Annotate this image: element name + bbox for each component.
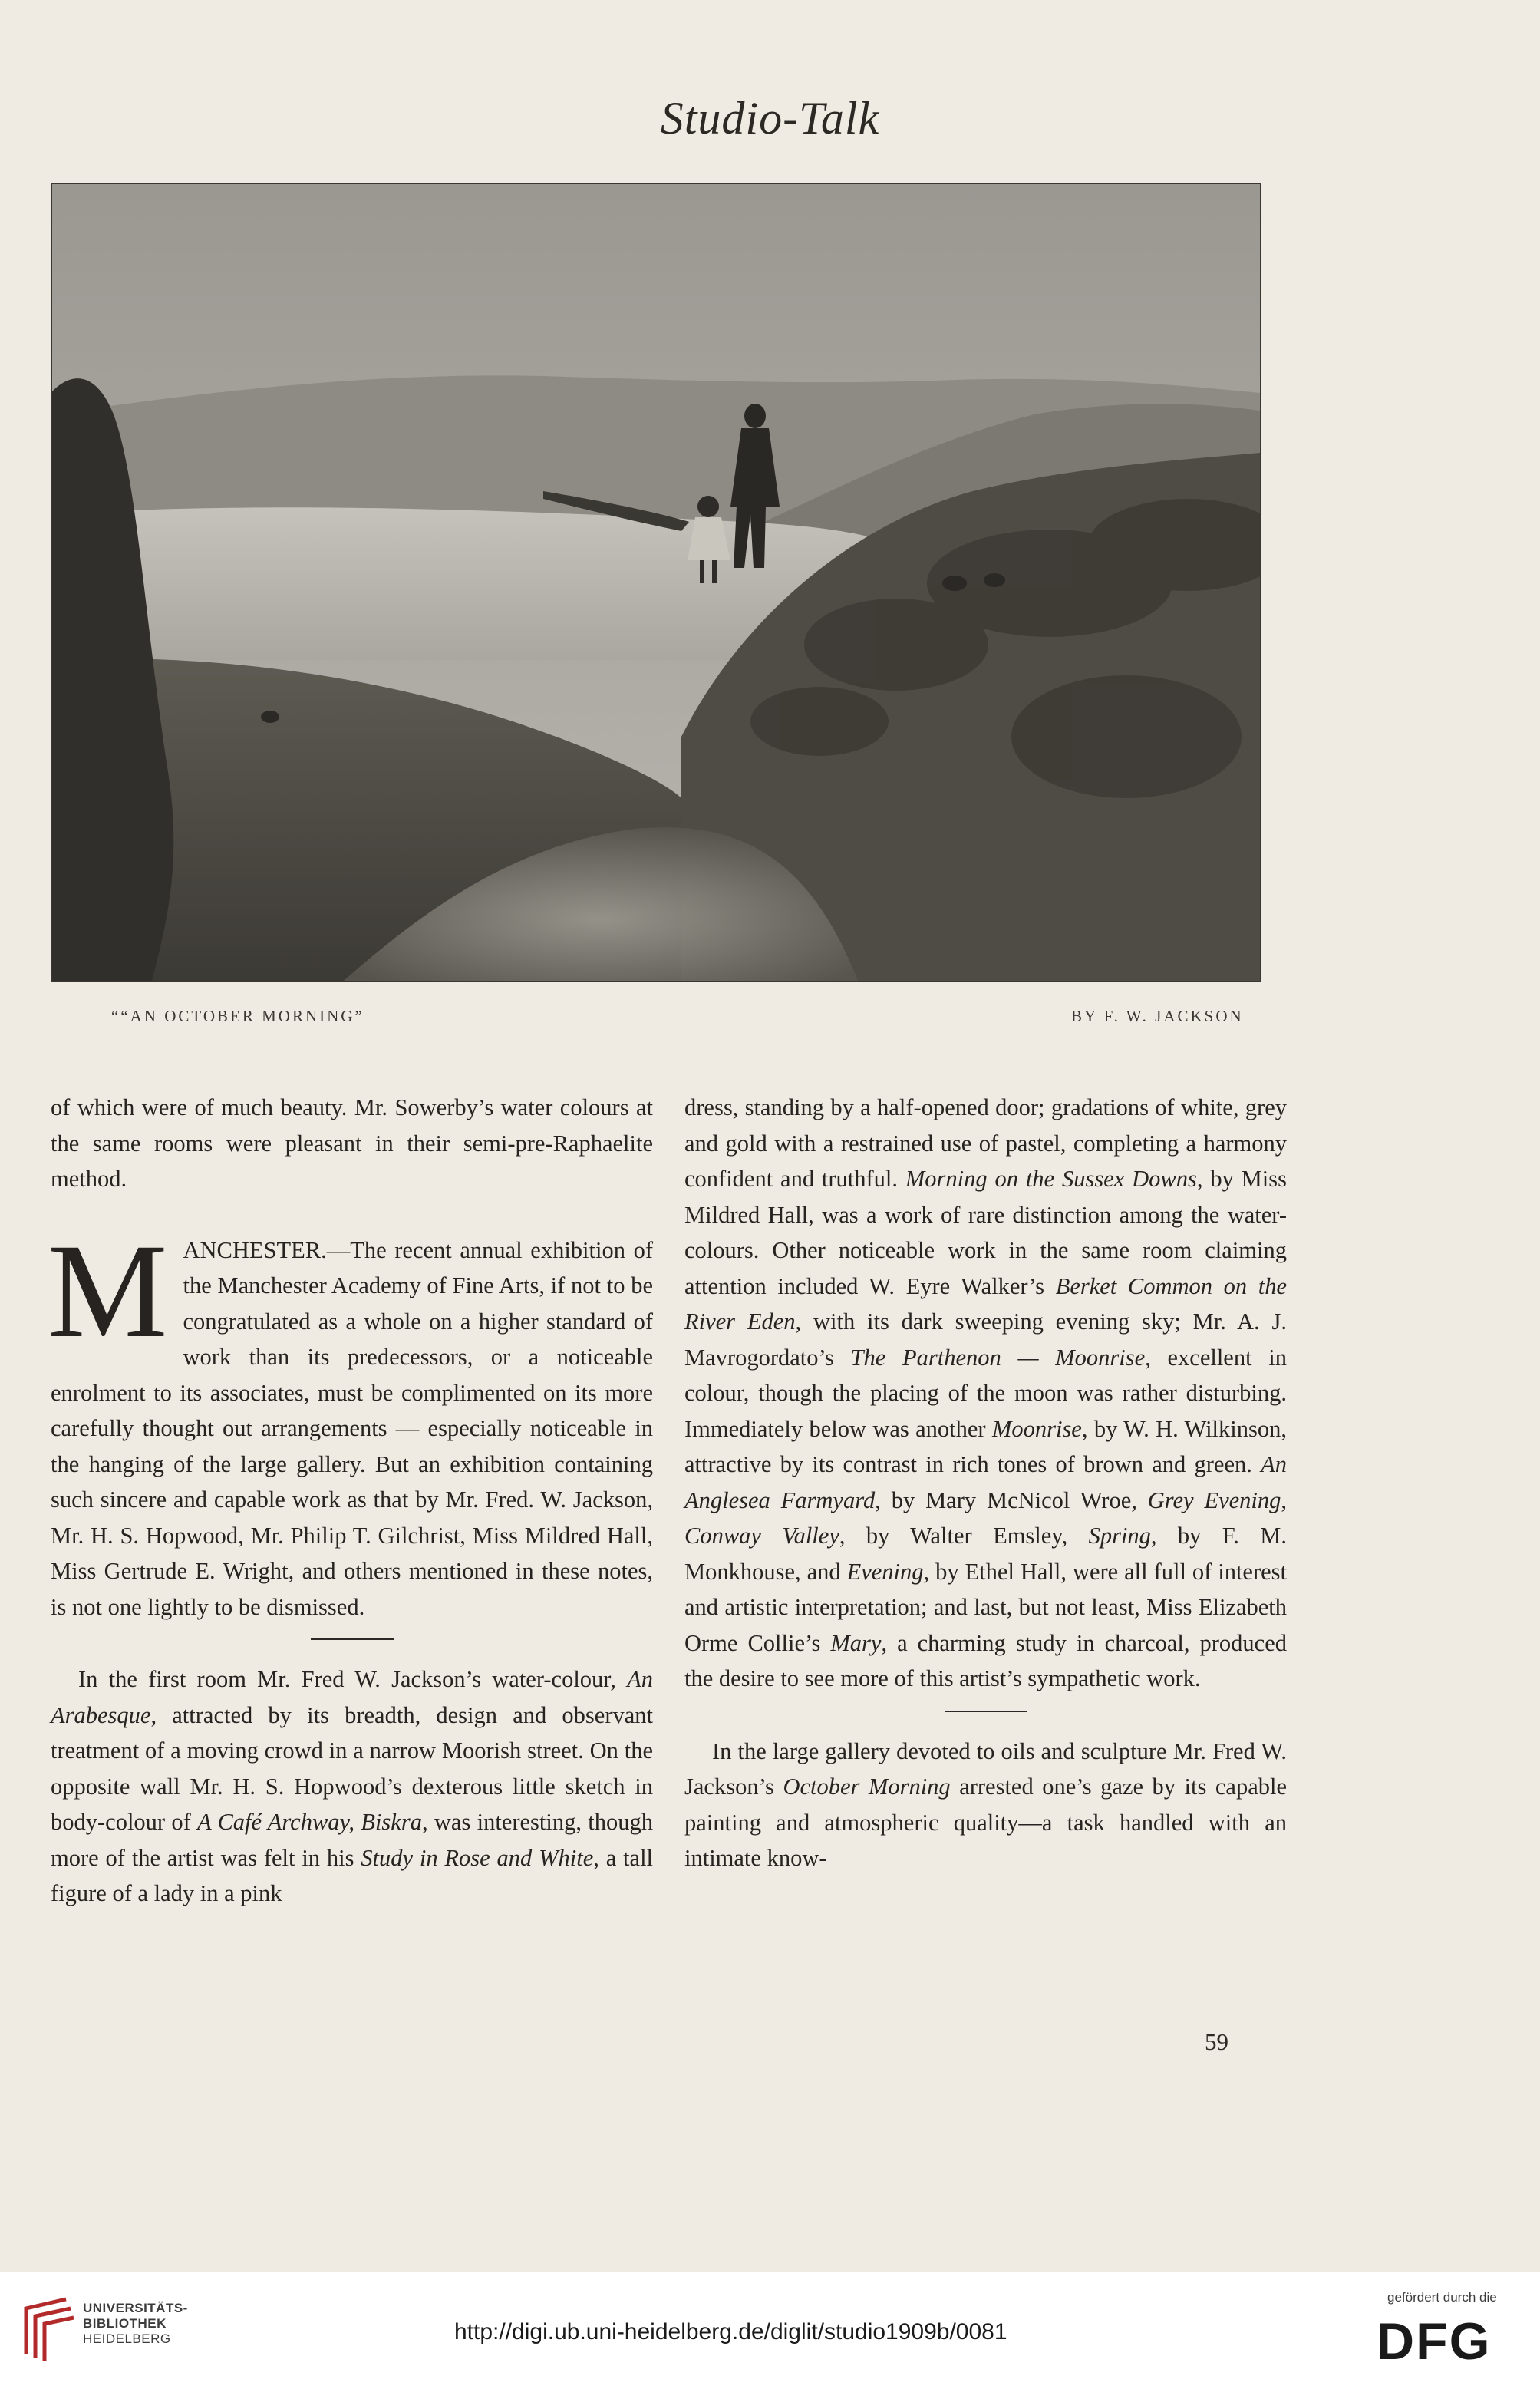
artwork-title: Spring xyxy=(1088,1523,1151,1549)
paragraph: dress, standing by a half-opened door; gradations of white, grey and gold with a restrained use of pastel, completing a harmony confident and truthful. Morning on the Sussex Downs, by Miss Mildred Hall, was a work of rare distinction among the water-colours. Other noticeable work in the same room claiming attention included W. Eyre Walker’s Berket Common on the River Eden, with its dark sweeping evening sky; Mr. A. J. Mavrogordato’s The Parthenon — Moonrise, excellent in colour, though the placing of the moon was rather disturbing. Immediately below was another Moonrise, by W. H. Wilkinson, attractive by its contrast in rich tones of brown and green. An Anglesea Farmyard, by Mary McNicol Wroe, Grey Evening, Conway Valley, by Walter Emsley, Spring, by F. M. Monkhouse, and Evening, by Ethel Hall, were all full of interest and artistic interpretation; and last, but not least, Miss Elizabeth Orme Collie’s Mary, a charming study in charcoal, produced the desire to see more of this artist’s sympathetic work. xyxy=(684,1094,1288,1691)
dfg-logo-icon xyxy=(1373,2311,1519,2371)
artwork-title: Morning on the Sussex Downs xyxy=(905,1166,1197,1192)
artwork-title: Evening xyxy=(846,1558,924,1585)
plate-caption-title: ““AN OCTOBER MORNING” xyxy=(111,1007,364,1025)
source-url-link[interactable]: http://digi.ub.uni-heidelberg.de/diglit/studio1909b/0081 xyxy=(454,2319,1007,2344)
paragraph: of which were of much beauty. Mr. Sowerby’s water colours at the same rooms were pleasant in their semi-pre-Raphaelite method. xyxy=(51,1094,653,1192)
artwork-title: Moonrise xyxy=(991,1415,1082,1442)
drop-cap: M xyxy=(48,1216,168,1366)
plate-caption-artist: BY F. W. JACKSON xyxy=(1071,1007,1244,1025)
running-header: Studio-Talk xyxy=(660,93,880,144)
text-column-right xyxy=(684,1090,1287,1876)
svg-text:DFG: DFG xyxy=(1377,2312,1492,2367)
paragraph-manchester: MANCHESTER.—The recent annual exhibition of the Manchester Academy of Fine Arts, if not to be congratulated as a whole on a higher standard of work than its predecessors, or a noticeable enrolment to its associates, must be complimented on its more carefully thought out arrangements — especially noticeable in the hanging of the large gallery. But an exhibition containing such sincere and capable work as that by Mr. Fred. W. Jackson, Mr. H. S. Hopwood, Mr. Philip T. Gilchrist, Miss Mildred Hall, Miss Gertrude E. Wright, and others mentioned in these notes, is not one lightly to be dismissed. xyxy=(48,1216,653,1620)
paragraph: In the first room Mr. Fred W. Jackson’s water-colour, An Arabesque, attracted by its breadth, design and observant treatment of a moving crowd in a narrow Moorish street. On the opposite wall Mr. H. S. Hopwood’s dexterous little sketch in body-colour of A Café Archway, Biskra, was interesting, though more of the artist was felt in his Study in Rose and White, a tall figure of a lady in a pink xyxy=(51,1666,654,1906)
artwork-title: Conway Valley xyxy=(684,1523,839,1549)
artwork-title: An Anglesea Farmyard xyxy=(684,1451,1287,1513)
library-name: UNIVERSITÄTS- BIBLIOTHEK HEIDELBERG xyxy=(83,2301,188,2346)
paragraph: In the large gallery devoted to oils and sculpture Mr. Fred W. Jackson’s October Morning arrested one’s gaze by its capable painting and atmospheric quality—a task handled with an intimate know- xyxy=(684,1737,1288,1871)
university-library-logo-icon xyxy=(20,2293,78,2368)
artwork-title: The Parthenon — Moonrise xyxy=(850,1344,1146,1371)
funder-label: gefördert durch die xyxy=(1387,2290,1497,2305)
artwork-title: Mary xyxy=(830,1629,882,1656)
artwork-title: An Arabesque xyxy=(51,1666,653,1728)
illustration-plate xyxy=(51,183,1261,982)
page-number: 59 xyxy=(1205,2028,1228,2055)
artwork-title: October Morning xyxy=(783,1774,951,1800)
artwork-title: Grey Evening xyxy=(1147,1487,1281,1513)
artwork-title: A Café Archway, Biskra xyxy=(197,1809,422,1835)
artwork-title: Berket Common on the River Eden xyxy=(684,1272,1288,1335)
artwork-title: Study in Rose and White xyxy=(361,1844,594,1871)
digitization-footer xyxy=(0,2272,1540,2389)
section-divider xyxy=(945,1711,1027,1712)
section-divider xyxy=(311,1638,394,1640)
landscape-painting-image xyxy=(52,184,1260,981)
text-column-left xyxy=(48,1090,654,1912)
